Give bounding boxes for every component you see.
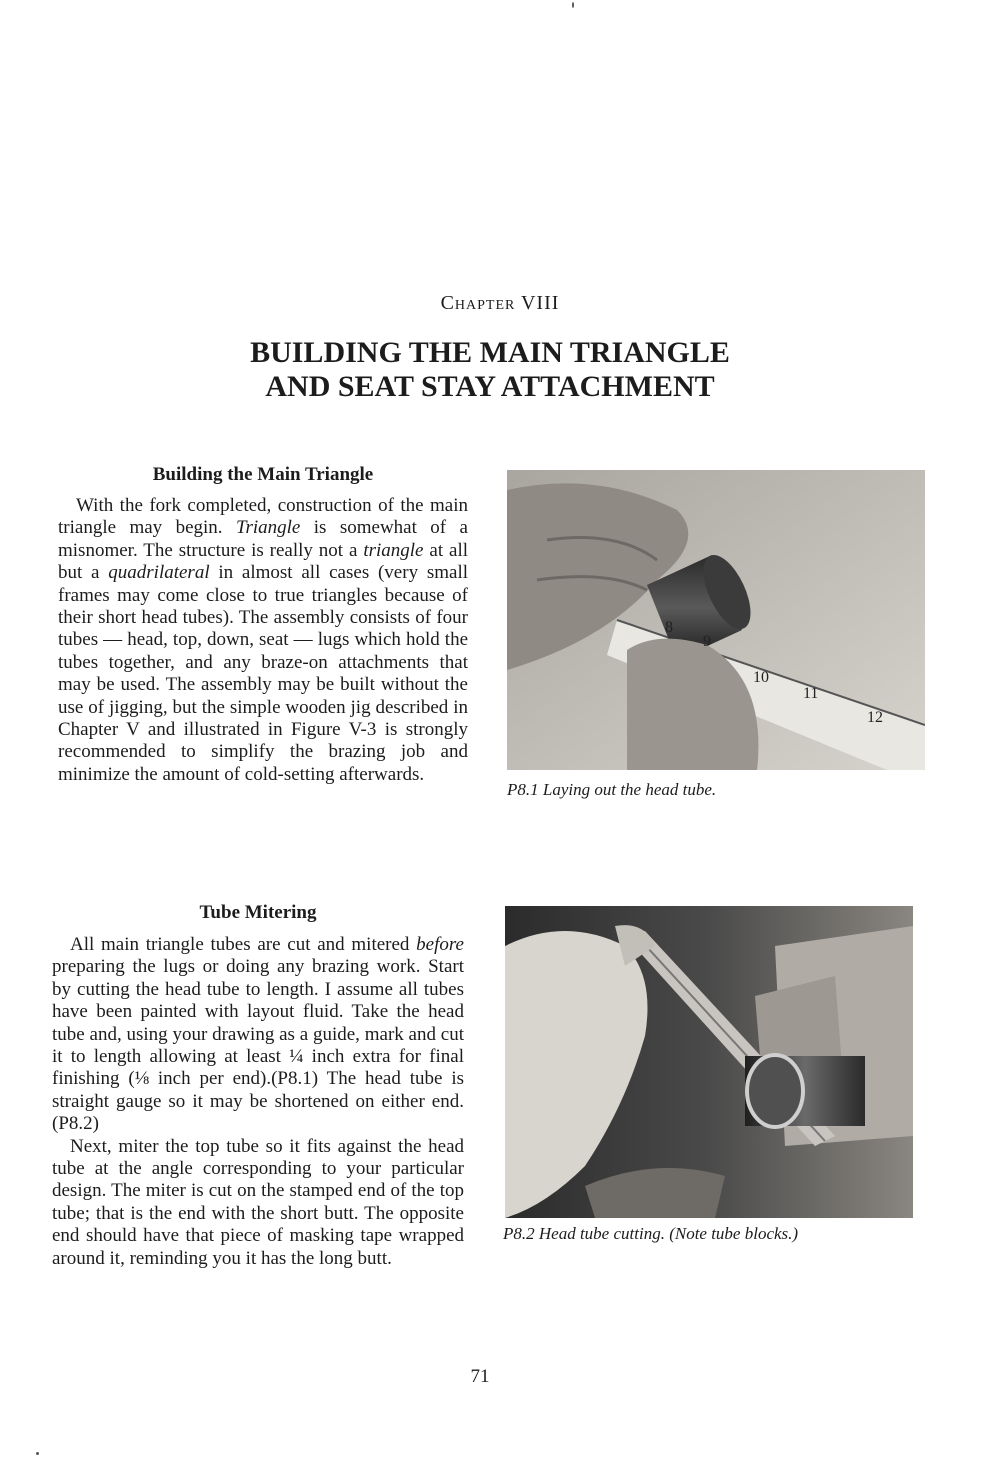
emphasis-triangle: Triangle [235, 517, 301, 539]
chapter-label [0, 292, 1000, 315]
paragraph-main-triangle: With the fork completed, construction of the main triangle may begin. Triangle is somewhat of a misnomer. The structure is really not a triangle at all but a quadrilateral in almost all cases (very small frames may come close to true triangles because of their short head tubes). The assembly consists of four tubes — head, top, down, seat — lugs which hold the tubes together, and any braze-on attachments that may be used. The assembly may be built without the use of jigging, but the simple wooden jig described in Chapter V and illustrated in Figure V-3 is strongly recommended to simplify the brazing job and minimize the amount of cold-setting afterwards. [58, 495, 469, 785]
ruler-mark-11: 11 [803, 685, 819, 702]
paragraph-tube-mitering-2: Next, miter the top tube so it fits against the head tube at the angle corresponding to your particular design. The miter is cut on the stamped end of the top tube; that is the end with the short butt. The opposite end should have that piece of masking tape wrapped around it, reminding you it has the long butt. [52, 1135, 464, 1269]
chapter-title-line-2: AND SEAT STAY ATTACHMENT [265, 370, 715, 403]
caption-p8-2: P8.2 Head tube cutting. (Note tube blocks.) [503, 1224, 799, 1243]
scan-speck [36, 1452, 39, 1455]
scan-speck [572, 2, 574, 8]
ruler-mark-12: 12 [867, 709, 883, 726]
chapter-title [0, 336, 980, 404]
emphasis-triangle-2: triangle [363, 539, 424, 561]
ruler-mark-9: 9 [703, 633, 711, 650]
ruler-mark-10: 10 [753, 669, 769, 686]
ruler-mark-8: 8 [665, 619, 673, 636]
photo-p8-2-illustration [505, 906, 913, 1218]
caption-p8-1: P8.1 Laying out the head tube. [507, 780, 717, 799]
page-number: 71 [470, 1366, 490, 1387]
paragraph-tube-mitering-1: All main triangle tubes are cut and mitered before preparing the lugs or doing any brazing work. Start by cutting the head tube to length. I assume all tubes have been painted with layout fluid. Take the head tube and, using your drawing as a guide, mark and cut it to length allowing at least ¼ inch extra for final finishing (⅛ inch per end).(P8.1) The head tube is straight gauge so it may be shortened on either end. (P8.2) [52, 934, 464, 1135]
photo-head-tube-cutting [505, 906, 913, 1218]
chapter-label-text: Chapter VIII [440, 292, 560, 314]
photo-p8-1-illustration [507, 470, 925, 770]
body-text-tube-mitering [52, 934, 464, 1270]
emphasis-quadrilateral: quadrilateral [108, 562, 210, 584]
section-heading-main-triangle: Building the Main Triangle [152, 464, 374, 485]
photo-laying-out-head-tube [507, 470, 925, 770]
chapter-title-line-1: BUILDING THE MAIN TRIANGLE [250, 336, 730, 369]
emphasis-before: before [416, 934, 464, 955]
section-heading-tube-mitering: Tube Mitering [199, 902, 317, 923]
body-text-main-triangle [58, 495, 468, 786]
